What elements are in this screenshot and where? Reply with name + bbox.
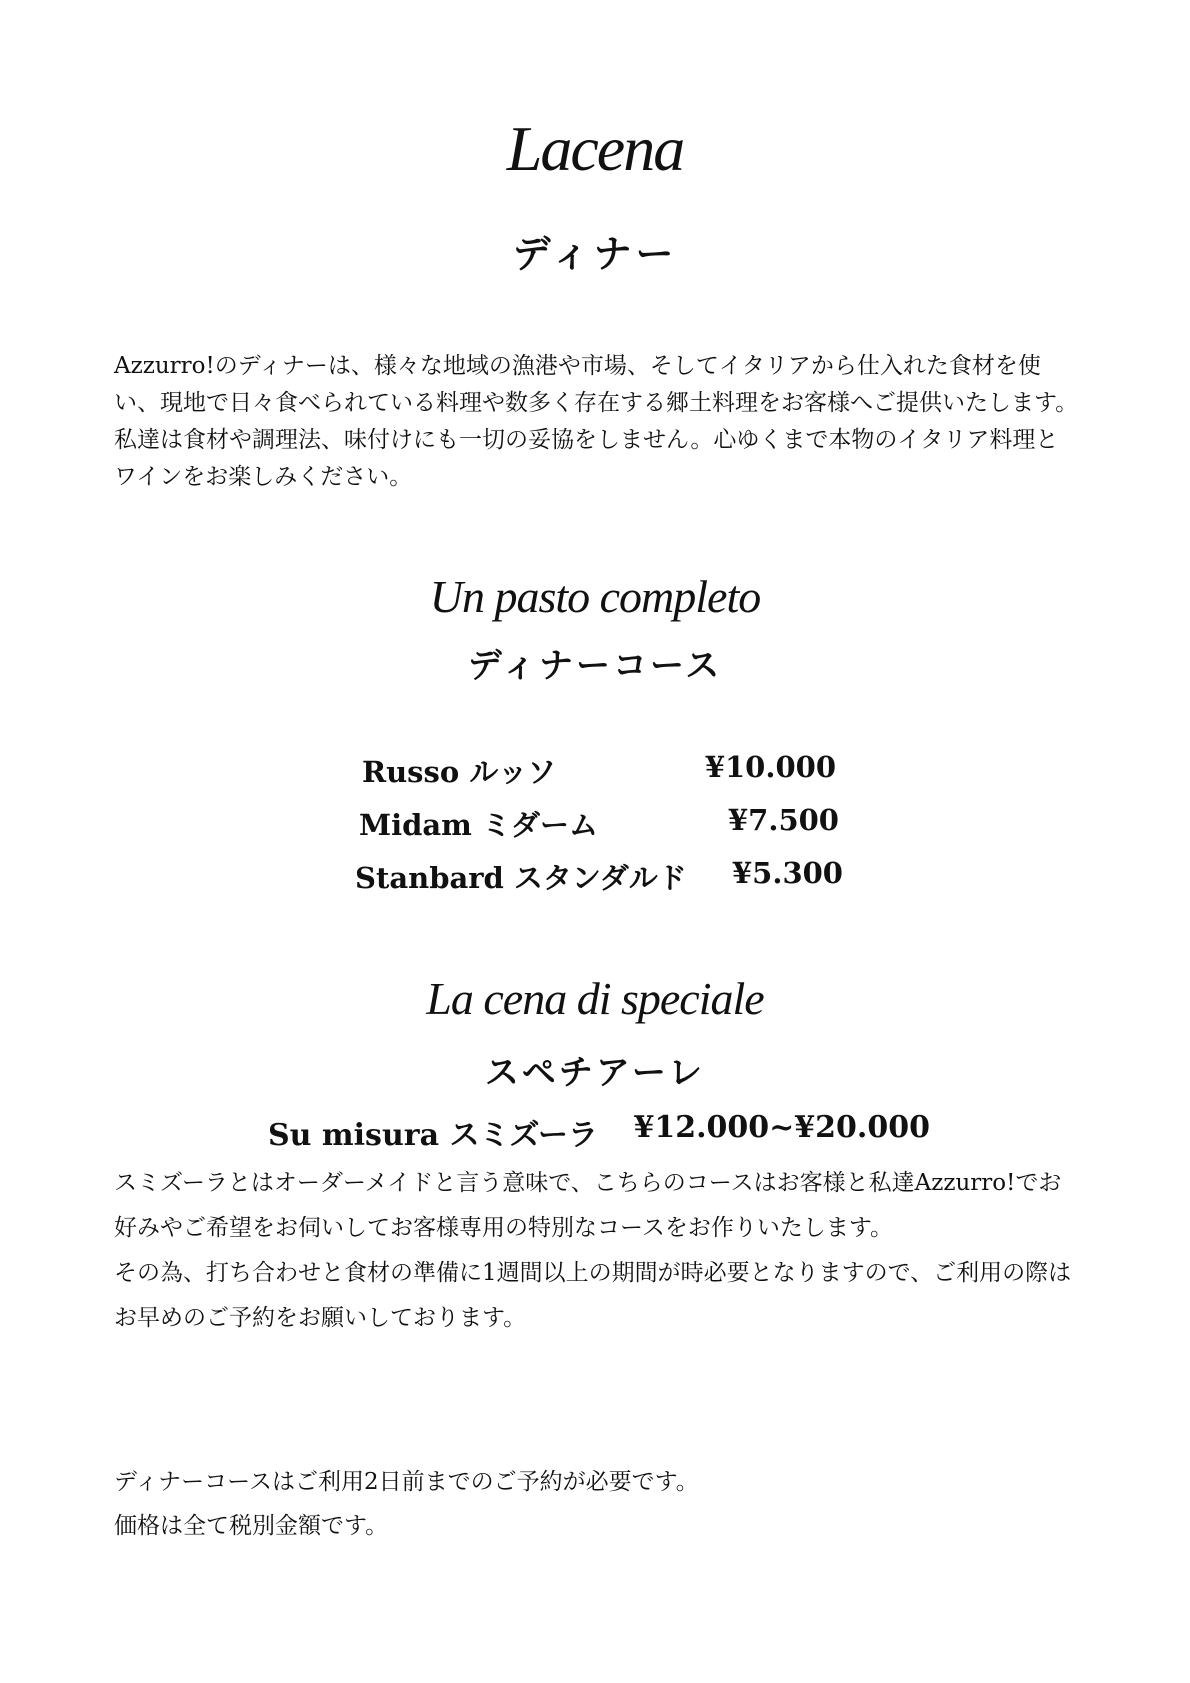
- menu-item-stanbard: [355, 856, 843, 896]
- menu-item-price: ¥7.500: [728, 803, 839, 837]
- menu-item-name: Midam ミダーム: [359, 808, 598, 842]
- menu-item-price: ¥10.000: [704, 750, 836, 784]
- footer-note: ディナーコースはご利用2日前までのご予約が必要です。: [114, 1469, 699, 1495]
- special-section-script-title: La cena di speciale: [426, 973, 764, 1024]
- description-line: その為、打ち合わせと食材の準備に1週間以上の期間が時必要となりますので、ご利用の際はお早めのご予約をお願いしております。: [114, 1260, 1072, 1331]
- menu-item-price: ¥12.000~¥20.000: [633, 1110, 930, 1145]
- special-section-title: スペチアーレ: [484, 1053, 706, 1093]
- menu-item-name: Russo ルッソ: [362, 755, 557, 789]
- menu-item-midam: [359, 803, 839, 843]
- footer-notes: [114, 1460, 1079, 1548]
- restaurant-logo: Lacena: [506, 113, 684, 184]
- page-title: ディナー: [512, 231, 678, 276]
- course-section-title: ディナーコース: [467, 646, 723, 686]
- menu-item-name: Stanbard スタンダルド: [355, 861, 687, 895]
- special-section-description: [114, 1161, 1079, 1341]
- menu-item-name: Su misura スミズーラ: [268, 1118, 598, 1153]
- description-line: スミズーラとはオーダーメイドと言う意味で、こちらのコースはお客様と私達Azzurro!でお好みやご希望をお伺いしてお客様専用の特別なコースをお作りいたします。: [114, 1170, 1062, 1241]
- menu-item-russo: [362, 750, 836, 790]
- footer-note: 価格は全て税別金額です。: [114, 1513, 389, 1539]
- intro-paragraph: Azzurro!のディナーは、様々な地域の漁港や市場、そしてイタリアから仕入れた食材を使い、現地で日々食べられている料理や数多く存在する郷土料理をお客様へご提供いたします。私達は食材や調理法、味付けにも一切の妥協をしません。心ゆくまで本物のイタリア料理とワインをお楽しみください。: [114, 353, 1079, 490]
- course-section-script-title: Un pasto completo: [429, 571, 761, 622]
- menu-item-price: ¥5.300: [732, 856, 843, 890]
- menu-item-su-misura: [268, 1110, 930, 1153]
